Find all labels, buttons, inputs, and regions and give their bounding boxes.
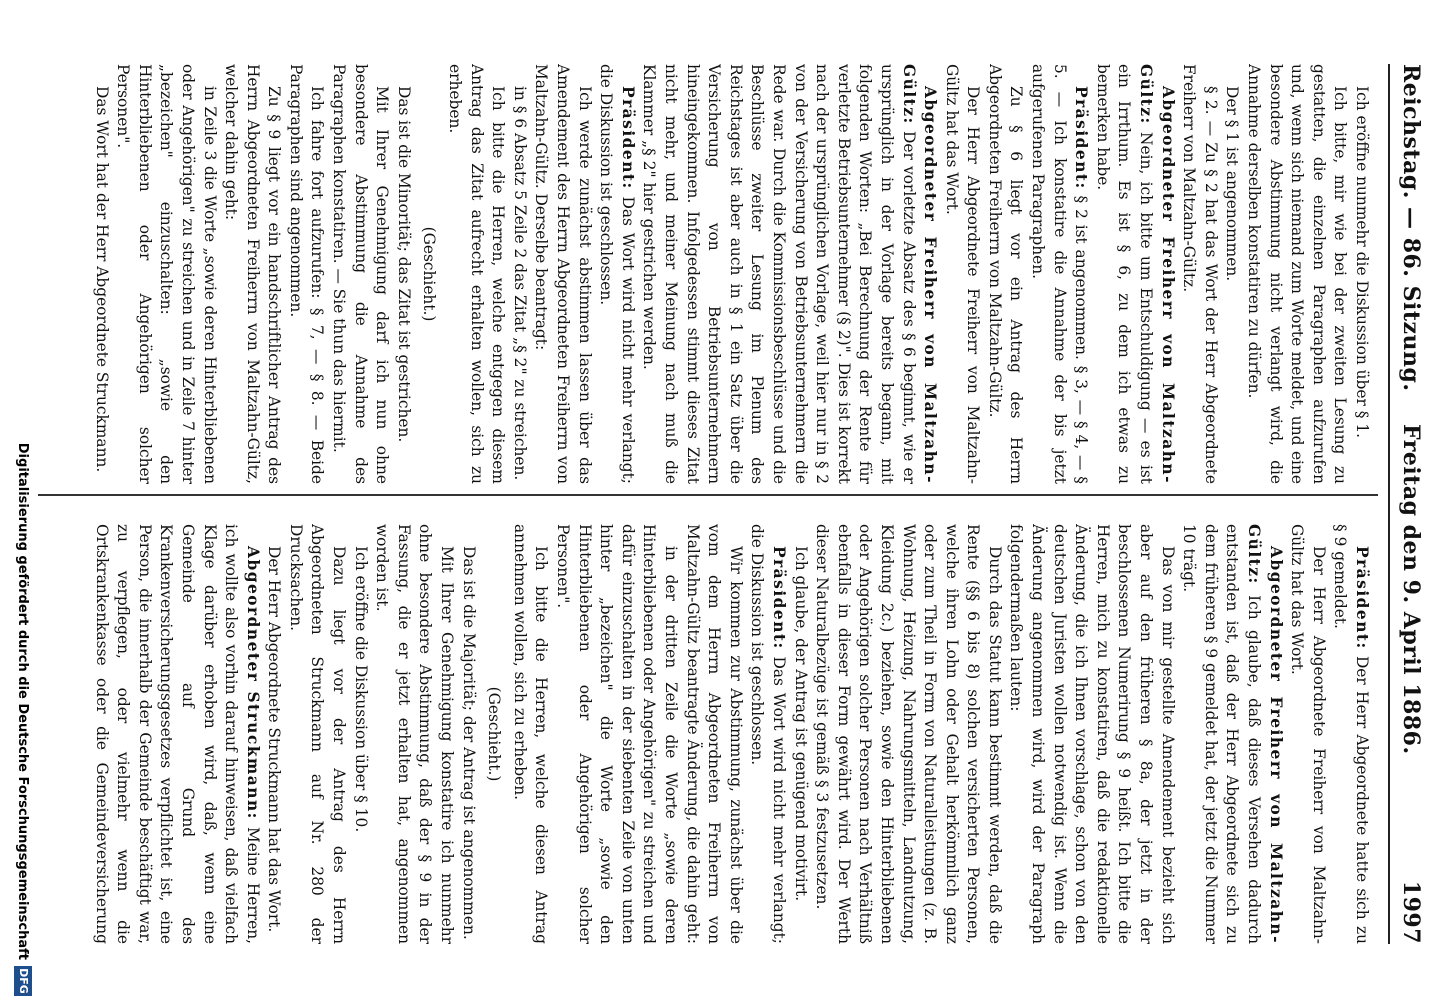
paragraph <box>681 524 746 944</box>
paragraph <box>789 524 811 944</box>
paragraph-text: Durch das Statut kann bestimmt werden, daß die Rente (§§ 6 bis 8) solchen versicherten Personen, welche ihren Lohn oder Gehalt herkömmlich ganz oder zum Theil in Form von Naturalleistungen (z. B. Wohnung, Heizung, Nahrungsmitteln, Landnutzung, Kleidung 2c.) beziehen, sowie den Hinterbliebenen oder Angehörigen solcher Personen nach Verhältniß ebenfalls in dieser Form gewährt wird. Der Werth dieser Naturalbezüge ist gemäß § 3 festzusetzen. <box>813 524 1004 944</box>
paragraph-text: Ich glaube, daß dieses Versehen dadurch entstanden ist, daß der Herr Abgeordnete sich zu dem früheren § 9 gemeldet hat, der jetzt die Nummer 10 trägt. <box>1180 524 1264 944</box>
paragraph-text: Der vorletzte Absatz des § 6 beginnt, wie er ursprünglich in der Vorlage bereits begann, mit folgenden Worten: „Bei Berechnung der Rente für verletzte Betriebsunternehmer (§ 2)". Dies ist korrekt nach der ursprünglichen Vorlage, weil hier nur in § 2 von der Versicherung von Betriebsunternehmern die Rede war. Durch die Kommissionsbeschlüsse und die Beschlüsse zweiter Lesung im Plenum des Reichstages ist aber auch in § 1 ein Satz über die Versicherung von Betriebsunternehmern hineingekommen. Infolgedessen stimmt dieses Zitat nicht mehr, und meiner Meinung nach muß die Klammer „§ 2" hier gestrichen werden. <box>640 64 918 484</box>
paragraph-text: Mit Ihrer Genehmigung konstatire ich nunmehr ohne besondere Abstimmung, daß der § 9 in der Fassung, die er jetzt erhalten hat, angenommen worden ist. <box>373 524 457 944</box>
speaker-name: Abgeordneter Struckmann: <box>243 546 262 820</box>
paragraph-text: Dazu liegt vor der Antrag des Herrn Abgeordneten Struckmann auf Nr. 280 der Drucksachen. <box>286 524 349 944</box>
running-head-date: Freitag den 9. April 1886. <box>1398 424 1424 755</box>
paragraph <box>263 524 285 944</box>
paragraph <box>1286 524 1329 944</box>
paragraph-text: Das Wort wird nicht mehr verlangt; die Diskussion ist geschlossen. <box>748 524 788 944</box>
paragraph-text: in § 6 Absatz 5 Zeile 2 das Zitat „§ 2" zu streichen. <box>510 86 529 481</box>
speaker-name: Präsident: <box>1072 86 1091 190</box>
text-column-left <box>92 64 1372 484</box>
paragraph <box>508 64 530 484</box>
paragraph-text: § 2. — Zu § 2 hat das Wort der Herr Abgeordnete Freiherr von Maltzahn-Gültz. <box>1180 64 1220 484</box>
paragraph <box>1005 524 1178 944</box>
paragraph <box>983 64 1026 484</box>
paragraph <box>92 64 112 484</box>
paragraph <box>443 64 508 484</box>
paragraph-text: Zu § 6 liegt vor ein Antrag des Herrn Abgeordneten Freiherrn von Maltzahn-Gültz. <box>985 64 1026 484</box>
paragraph-text: Meine Herren, ich wollte also vorhin darauf hinweisen, daß vielfach Klage darüber erhoben wird, daß, wenn eine Gemeinde auf Grund des Krankenversicherungsgesetzes verpflichtet ist, eine Person, die innerhalb der Gemeinde beschäftigt war, zu verpflegen, oder vielmehr wenn die Ortskrankenkasse oder die Gemeindeversicherung <box>92 524 262 944</box>
speaker-name: Abgeordneter Freiherr von Maltzahn-Gültz: <box>1245 524 1285 944</box>
paragraph-text: Das Wort wird nicht mehr verlangt; die Diskussion ist geschlossen. <box>597 64 637 484</box>
funding-credit: Digitalisierung gefördert durch die Deutsche Forschungsgemeinschaft <box>15 442 30 960</box>
dfg-logo: DFG <box>14 966 32 996</box>
paragraph <box>1350 64 1372 484</box>
paragraph <box>508 524 551 944</box>
paragraph-text: Der Herr Abgeordnete Freiherr von Maltzahn-Gültz hat das Wort. <box>1288 524 1328 944</box>
paragraph <box>284 64 327 484</box>
paragraph-text: (Geschieht.) <box>485 686 504 782</box>
paragraph <box>112 64 220 484</box>
paragraph <box>811 524 1005 944</box>
paragraph <box>940 64 983 484</box>
page-number: 1997 <box>1398 880 1424 944</box>
paragraph <box>1027 64 1092 484</box>
stage-direction <box>418 64 440 484</box>
paragraph-text: Ich werde zunächst abstimmen lassen über das Amendement des Herrn Abgeordneten Freiherrn von Maltzahn-Gültz. Derselbe beantragt: <box>532 64 594 484</box>
column-divider <box>38 494 1378 496</box>
paragraph-text: Ich eröffne nunmehr die Diskussion über § 1. <box>1353 86 1371 439</box>
running-head <box>1384 64 1424 944</box>
paragraph-text: Ich bitte, mir wie bei der zweiten Lesung zu gestatten, die einzelnen Paragraphen aufzurufen und, wenn sich niemand zum Worte meldet, und eine besondere Abstimmung nicht verlangt wird, die Annahme derselben konstatiren zu dürfen. <box>1245 64 1350 484</box>
paragraph-text: Zu § 9 liegt vor ein handschriftlicher Antrag des Herrn Abgeordneten Freiherrn von Maltzahn-Gültz, welcher dahin geht: <box>222 64 284 484</box>
speaker-name: Präsident: <box>618 86 637 190</box>
running-head-left: Reichstag. — 86. Sitzung. <box>1398 64 1424 392</box>
paragraph <box>371 524 457 944</box>
paragraph <box>551 524 681 944</box>
paragraph-text: § 2 ist angenommen. § 3, — § 4, — § 5. — Ich konstatire die Annahme der bis jetzt aufgerufenen Paragraphen. <box>1029 64 1091 484</box>
paragraph-text: Ich bitte die Herren, welche entgegen diesem Antrag das Zitat aufrecht erhalten wollen, sich zu erheben. <box>446 64 508 484</box>
paragraph-text: Das ist die Majorität; der Antrag ist angenommen. <box>459 546 478 940</box>
paragraph-text: Ich eröffne die Diskussion über § 10. <box>351 546 370 833</box>
paragraph-text: in der dritten Zeile die Worte „sowie deren Hinterbliebenen oder Angehörigen" zu streichen und dafür einzuschalten in der siebenten Zeile von unten hinter „bezeichen" die Worte „sowie den Hinterbliebenen oder Angehörigen solcher Personen". <box>554 524 680 944</box>
paragraph <box>328 64 393 484</box>
speaker-name: Abgeordneter Freiherr von Maltzahn-Gültz: <box>899 64 940 484</box>
paragraph <box>1091 64 1177 484</box>
paragraph-text: Ich bitte die Herren, welche diesen Antrag annehmen wollen, sich zu erheben. <box>510 524 551 944</box>
text-column-right <box>92 524 1372 944</box>
speaker-name: Präsident: <box>769 546 788 650</box>
paragraph <box>1221 64 1243 484</box>
paragraph-text: Wir kommen zur Abstimmung, zunächst über die vom dem Herrn Abgeordneten Freiherrn von Maltzahn-Gültz beantragte Änderung, die dahin geht: <box>683 524 745 944</box>
paragraph <box>530 64 595 484</box>
paragraph <box>220 64 285 484</box>
paragraph <box>595 64 638 484</box>
paragraph <box>349 524 371 944</box>
paragraph <box>1242 64 1350 484</box>
stage-direction <box>483 524 505 944</box>
paragraph-text: (Geschieht.) <box>420 226 439 322</box>
paragraph <box>746 524 789 944</box>
paragraph <box>457 524 479 944</box>
paragraph-text: Das Wort hat der Herr Abgeordnete Struckmann. <box>92 86 111 473</box>
paragraph <box>284 524 349 944</box>
paragraph-text: Der Herr Abgeordnete Freiherr von Maltzahn-Gültz hat das Wort. <box>942 64 983 484</box>
paragraph <box>638 64 940 484</box>
paragraph-text: Ich fahre fort aufzurufen: § 7, — § 8. — Beide Paragraphen sind angenommen. <box>286 64 327 484</box>
paragraph-text: Der Herr Abgeordnete Struckmann hat das Wort. <box>265 546 284 933</box>
speaker-name: Präsident: <box>1353 546 1371 650</box>
paragraph <box>392 64 414 484</box>
header-rule <box>1388 64 1390 944</box>
paragraph-text: Der § 1 ist angenommen. <box>1223 86 1242 282</box>
paragraph-text: Nein, ich bitte um Entschuldigung — es ist ein Irrthum. Es ist § 6, zu dem ich etwas zu bemerken habe. <box>1093 64 1156 484</box>
paragraph <box>1178 64 1221 484</box>
paragraph <box>1329 524 1372 944</box>
paragraph-text: Ich glaube, der Antrag ist genügend motivirt. <box>791 546 810 902</box>
digitization-footer <box>0 0 40 1000</box>
paragraph-text: Das von mir gestellte Amendement bezieht sich aber auf den früheren § 8a, der jetzt in der beschlossenen Numerirung § 9 heißt. Ich bitte die Herren, mich zu konstatiren, daß die redaktionelle Änderung, die ich Ihnen vorschlage, schon von den deutschen Juristen wollen notwendig ist. Wenn die Änderung angenommen wird, wird der Paragraph folgendermaßen lauten: <box>1007 524 1177 944</box>
paragraph <box>92 524 263 944</box>
paragraph-text: in Zeile 3 die Worte „sowie deren Hinterbliebenen oder Angehörigen" zu streichen und in Zeile 7 hinter „bezeichen" einzuschalten: „sowie den Hinterbliebenen oder Angehörigen solcher Personen". <box>114 64 219 484</box>
paragraph-text: Das ist die Minorität; das Zitat ist gestrichen. <box>394 86 413 443</box>
paragraph-text: Mit Ihrer Genehmigung darf ich nun ohne besondere Abstimmung die Annahme des Paragraphen konstatiren. — Sie thun das hiermit. <box>330 64 392 484</box>
speaker-name: Abgeordneter Freiherr von Maltzahn-Gültz: <box>1137 64 1177 484</box>
paragraph-text: Der Herr Abgeordnete hatte sich zu § 9 gemeldet. <box>1331 524 1371 944</box>
paragraph <box>1178 524 1286 944</box>
